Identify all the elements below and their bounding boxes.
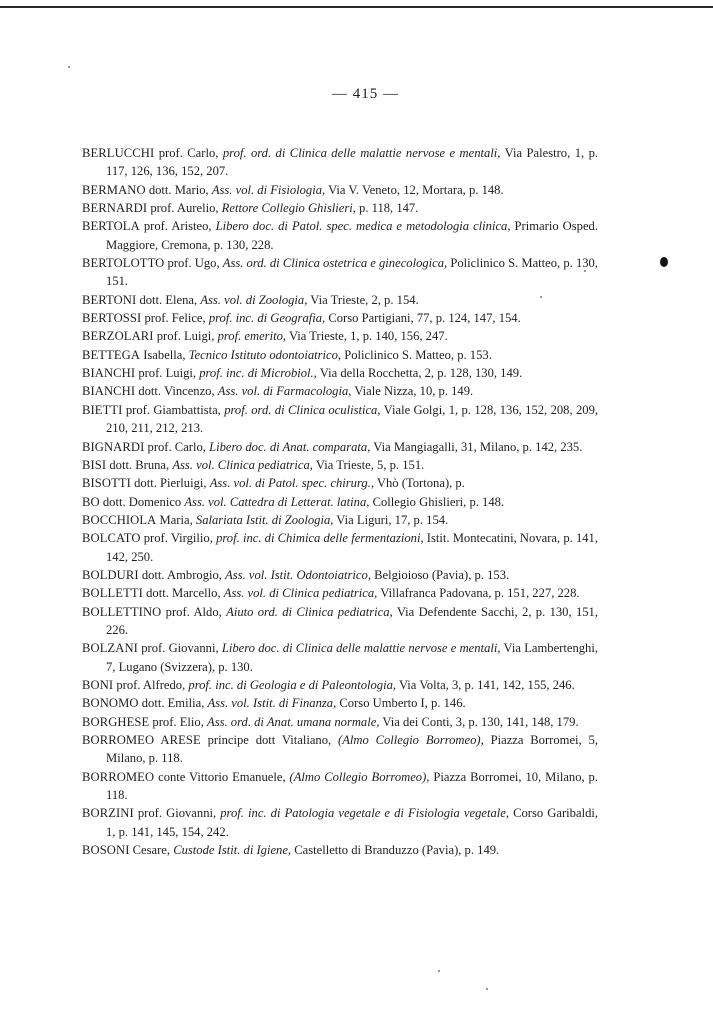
- entry-title-and-first-name: Isabella,: [140, 347, 189, 362]
- entry-position: Custode Istit. di Igiene,: [173, 843, 292, 858]
- index-entry: [82, 346, 598, 364]
- entry-position: Ass. ord. di Clinica ostetrica e ginecologica,: [222, 256, 448, 271]
- entry-address-and-pages: Vhò (Tortona), p.: [374, 476, 465, 491]
- entry-surname: BIETTI: [82, 402, 123, 417]
- index-entry: [82, 364, 598, 382]
- entry-surname: BORGHESE: [82, 714, 150, 729]
- index-entry: [82, 438, 598, 456]
- entry-position: Ass. ord. di Anat. umana normale,: [207, 714, 380, 729]
- entry-title-and-first-name: dott. Ambrogio,: [138, 567, 226, 582]
- entry-address-and-pages: Policlinico S. Matteo, p. 130, 151.: [106, 256, 598, 289]
- entry-surname: BORZINI: [82, 806, 134, 821]
- entry-surname: BOLCATO: [82, 531, 141, 546]
- entry-address-and-pages: Villafranca Padovana, p. 151, 227, 228.: [377, 586, 580, 601]
- entry-title-and-first-name: prof. Carlo,: [144, 439, 210, 454]
- entry-surname: BERTOLA: [82, 219, 140, 234]
- entry-address-and-pages: Corso Garibaldi, 1, p. 141, 145, 154, 242.: [106, 806, 599, 839]
- entry-position: prof. inc. di Patologia vegetale e di Fisiologia vegetale,: [220, 806, 509, 821]
- entry-address-and-pages: Via V. Veneto, 12, Mortara, p. 148.: [325, 182, 504, 197]
- index-entry: [82, 713, 598, 731]
- index-entry: [82, 676, 598, 694]
- entry-title-and-first-name: dott. Vincenzo,: [135, 384, 218, 399]
- entry-title-and-first-name: dott. Domenico: [99, 494, 185, 509]
- entry-title-and-first-name: prof. Giovanni,: [137, 641, 222, 656]
- entry-surname: BOLLETTINO: [82, 604, 162, 619]
- entry-position: Libero doc. di Patol. spec. medica e metodologia clinica,: [215, 219, 511, 234]
- entry-address-and-pages: Via Lambertenghi, 7, Lugano (Svizzera), p. 130.: [106, 641, 598, 674]
- entry-address-and-pages: Via Volta, 3, p. 141, 142, 155, 246.: [396, 677, 575, 692]
- entry-surname: BOLDURI: [82, 567, 139, 582]
- entry-position: Libero doc. di Anat. comparata,: [209, 439, 371, 454]
- entry-position: prof. ord. di Clinica oculistica,: [224, 402, 381, 417]
- entry-address-and-pages: Piazza Borromei, 10, Milano, p. 118.: [106, 769, 599, 803]
- index-entry: [82, 456, 598, 474]
- index-entry: [82, 291, 598, 309]
- index-entry: [82, 401, 598, 438]
- entry-title-and-first-name: dott. Elena,: [136, 292, 201, 307]
- entry-surname: BETTEGA: [82, 347, 141, 362]
- entry-position: Ass. vol. di Zoologia,: [200, 292, 308, 307]
- entry-surname: BOLLETTI: [82, 586, 143, 601]
- entry-title-and-first-name: prof. Carlo,: [154, 146, 223, 160]
- entry-surname: BERZOLARI: [82, 329, 154, 344]
- entry-surname: BERTOLOTTO: [82, 256, 165, 271]
- entry-title-and-first-name: prof. Aldo,: [161, 604, 227, 619]
- entry-position: Libero doc. di Clinica delle malattie nervose e mentali,: [221, 641, 501, 656]
- entry-position: prof. emerito,: [217, 329, 287, 344]
- entry-surname: BONI: [82, 677, 114, 692]
- index-entry: [82, 254, 598, 291]
- index-entry: [82, 511, 598, 529]
- entry-position: Ass. vol. di Fisiologia,: [211, 182, 326, 197]
- index-entry: [82, 309, 598, 327]
- entry-title-and-first-name: prof. Felice,: [141, 311, 209, 326]
- index-entry: [82, 603, 598, 640]
- speck: [438, 970, 440, 972]
- entry-address-and-pages: Piazza Borromei, 5, Milano, p. 118.: [106, 733, 598, 766]
- entry-surname: BERNARDI: [82, 201, 148, 216]
- entry-position: Tecnico Istituto odontoiatrico,: [188, 347, 342, 362]
- entry-address-and-pages: Via Mangiagalli, 31, Milano, p. 142, 235.: [370, 439, 583, 454]
- entry-title-and-first-name: prof. Luigi,: [135, 366, 200, 381]
- entry-position: (Almo Collegio Borromeo),: [338, 733, 484, 747]
- entry-position: prof. inc. di Geologia e di Paleontologia,: [188, 677, 397, 692]
- entry-title-and-first-name: principe dott Vitaliano,: [200, 733, 338, 747]
- entry-address-and-pages: Belgioioso (Pavia), p. 153.: [370, 567, 510, 582]
- page-number: — 415 —: [332, 86, 399, 102]
- entry-surname: BERTOSSI: [82, 311, 142, 326]
- index-entry: [82, 841, 598, 859]
- speck: [68, 66, 70, 68]
- ink-blot: [660, 257, 668, 267]
- entry-address-and-pages: Corso Umberto I, p. 146.: [336, 696, 466, 711]
- entry-title-and-first-name: Cesare,: [129, 843, 174, 858]
- entry-address-and-pages: Policlinico S. Matteo, p. 153.: [341, 347, 492, 362]
- entry-address-and-pages: Via Trieste, 1, p. 140, 156, 247.: [286, 329, 448, 344]
- entry-surname: BERLUCCHI: [82, 146, 155, 160]
- entry-position: Ass. vol. Clinica pediatrica,: [172, 457, 313, 472]
- entry-title-and-first-name: prof. Aristeo,: [139, 219, 216, 234]
- entry-surname: BIANCHI: [82, 384, 136, 399]
- entry-surname: BOLZANI: [82, 641, 138, 656]
- entry-position: Ass. vol. di Clinica pediatrica,: [223, 586, 378, 601]
- entry-title-and-first-name: prof. Ugo,: [164, 256, 223, 271]
- entry-surname: BOSONI: [82, 843, 130, 858]
- index-entry: [82, 804, 598, 841]
- entry-surname: BIGNARDI: [82, 439, 145, 454]
- top-border-rule: [0, 6, 713, 8]
- entry-address-and-pages: Via Trieste, 5, p. 151.: [312, 457, 425, 472]
- entry-title-and-first-name: dott. Emilia,: [138, 696, 208, 711]
- index-entry: [82, 217, 598, 254]
- entry-position: Ass. vol. di Farmacologia,: [217, 384, 352, 399]
- index-entry: [82, 731, 598, 768]
- entry-position: prof. inc. di Chimica delle fermentazioni,: [216, 531, 424, 546]
- entry-position: Aiuto ord. di Clinica pediatrica,: [226, 604, 393, 619]
- entry-position: prof. ord. di Clinica delle malattie nervose e mentali,: [222, 146, 501, 160]
- entry-position: (Almo Collegio Borromeo),: [289, 769, 430, 784]
- entry-position: Ass. vol. Cattedra di Letterat. latina,: [184, 494, 370, 509]
- entry-title-and-first-name: prof. Giovanni,: [133, 806, 221, 821]
- entry-position: Rettore Collegio Ghislieri,: [221, 201, 356, 216]
- entry-position: Salariata Istit. di Zoologia,: [195, 512, 334, 527]
- index-entry: [82, 584, 598, 602]
- entry-title-and-first-name: prof. Giambattista,: [122, 402, 225, 417]
- entry-title-and-first-name: dott. Pierluigi,: [130, 476, 210, 491]
- entry-address-and-pages: Castelletto di Branduzzo (Pavia), p. 149.: [291, 843, 500, 858]
- entry-address-and-pages: Viale Golgi, 1, p. 128, 136, 152, 208, 209, 210, 211, 212, 213.: [106, 402, 599, 436]
- index-entry: [82, 327, 598, 345]
- entry-position: prof. inc. di Microbiol.,: [199, 366, 317, 381]
- entry-address-and-pages: Via dei Conti, 3, p. 130, 141, 148, 179.: [379, 714, 579, 729]
- entry-address-and-pages: Via della Rocchetta, 2, p. 128, 130, 149.: [316, 366, 523, 381]
- entry-address-and-pages: Collegio Ghislieri, p. 148.: [369, 494, 505, 509]
- speck: [486, 988, 488, 990]
- entry-surname: BERTONI: [82, 292, 137, 307]
- entry-address-and-pages: p. 118, 147.: [355, 201, 419, 216]
- entry-position: Ass. vol. Istit. Odontoiatrico,: [225, 567, 371, 582]
- index-entry: [82, 144, 598, 181]
- index-entry: [82, 382, 598, 400]
- entry-surname: BERMANO: [82, 182, 146, 197]
- entry-address-and-pages: Via Trieste, 2, p. 154.: [307, 292, 419, 307]
- index-entry: [82, 529, 598, 566]
- entry-title-and-first-name: dott. Mario,: [145, 182, 212, 197]
- index-entry: [82, 493, 598, 511]
- entry-address-and-pages: Corso Partigiani, 77, p. 124, 147, 154.: [325, 311, 521, 326]
- entry-title-and-first-name: prof. Alfredo,: [113, 677, 189, 692]
- entry-address-and-pages: Istit. Montecatini, Novara, p. 141, 142, 250.: [106, 531, 599, 564]
- index-entry: [82, 566, 598, 584]
- entry-title-and-first-name: dott. Bruna,: [106, 457, 173, 472]
- index-entry: [82, 181, 598, 199]
- entry-title-and-first-name: prof. Aurelio,: [147, 201, 222, 216]
- entry-address-and-pages: Viale Nizza, 10, p. 149.: [351, 384, 474, 399]
- entry-position: Ass. vol. Istit. di Finanza,: [207, 696, 337, 711]
- index-entry: [82, 474, 598, 492]
- index-entry: [82, 768, 598, 805]
- entry-address-and-pages: Primario Osped. Maggiore, Cremona, p. 130, 228.: [106, 219, 598, 252]
- entry-address-and-pages: Via Defendente Sacchi, 2, p. 130, 151, 226.: [106, 604, 598, 637]
- index-entry: [82, 199, 598, 217]
- entry-surname: BOCCHIOLA: [82, 512, 157, 527]
- entry-title-and-first-name: conte Vittorio Emanuele,: [154, 769, 290, 784]
- entry-position: prof. inc. di Geografia,: [208, 311, 326, 326]
- entry-position: Ass. vol. di Patol. spec. chirurg.,: [209, 476, 374, 491]
- entry-surname: BONOMO: [82, 696, 139, 711]
- index-entry-list: [82, 144, 598, 859]
- index-entry: [82, 694, 598, 712]
- entry-surname: BISI: [82, 457, 107, 472]
- entry-surname: BORROMEO ARESE: [82, 733, 201, 747]
- index-entry: [82, 639, 598, 676]
- entry-title-and-first-name: prof. Luigi,: [153, 329, 218, 344]
- entry-title-and-first-name: Maria,: [156, 512, 196, 527]
- entry-surname: BO: [82, 494, 100, 509]
- entry-surname: BORROMEO: [82, 769, 155, 784]
- entry-surname: BIANCHI: [82, 366, 136, 381]
- entry-surname: BISOTTI: [82, 476, 131, 491]
- entry-address-and-pages: Via Palestro, 1, p. 117, 126, 136, 152, 207.: [106, 146, 599, 179]
- entry-title-and-first-name: dott. Marcello,: [142, 586, 224, 601]
- entry-title-and-first-name: prof. Elio,: [149, 714, 207, 729]
- entry-title-and-first-name: prof. Virgilio,: [140, 531, 217, 546]
- entry-address-and-pages: Via Liguri, 17, p. 154.: [333, 512, 449, 527]
